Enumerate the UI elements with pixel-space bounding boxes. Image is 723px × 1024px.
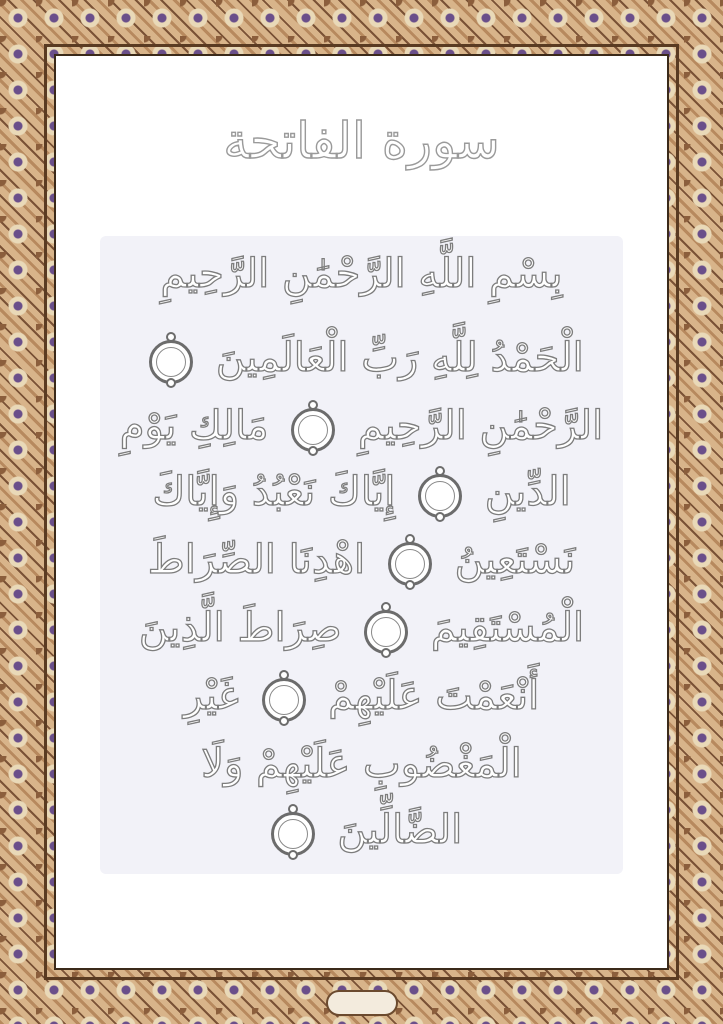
verse-text: الْمَغْضُوبِ عَلَيْهِمْ وَلَا xyxy=(201,741,522,787)
verse-text: غَيْرِ xyxy=(183,673,239,719)
ayah-end-marker-icon xyxy=(360,602,412,658)
verse-line-4 xyxy=(90,462,633,522)
verse-text: الضَّالِّينَ xyxy=(337,807,463,853)
verse-line-9 xyxy=(90,800,633,860)
verse-text: الْحَمْدُ لِلَّهِ رَبِّ الْعَالَمِينَ xyxy=(215,335,584,381)
verse-line-1 xyxy=(90,244,633,304)
verse-text: نَسْتَعِينُ xyxy=(454,537,576,583)
verse-text: اهْدِنَا الصِّرَاطَ xyxy=(147,537,366,583)
ayah-end-marker-icon xyxy=(384,534,436,590)
page-number-cartouche xyxy=(326,990,398,1016)
verse-line-3 xyxy=(90,396,633,456)
verse-text: مَالِكِ يَوْمِ xyxy=(119,403,269,449)
surah-title: سورة الفاتحة xyxy=(223,112,500,170)
verse-line-8 xyxy=(90,734,633,794)
ayah-end-marker-icon xyxy=(145,332,197,388)
ayah-end-marker-icon xyxy=(267,804,319,860)
verse-text: الْمُسْتَقِيمَ xyxy=(431,605,585,651)
verse-text: أَنْعَمْتَ عَلَيْهِمْ xyxy=(328,673,540,719)
verse-line-2 xyxy=(90,328,633,388)
ayah-end-marker-icon xyxy=(287,400,339,456)
verse-text: بِسْمِ اللَّهِ الرَّحْمَٰنِ الرَّحِيمِ xyxy=(160,251,563,297)
verse-line-6 xyxy=(90,598,633,658)
verse-line-7 xyxy=(90,666,633,726)
verse-line-5 xyxy=(90,530,633,590)
verse-text: صِرَاطَ الَّذِينَ xyxy=(138,605,342,651)
verse-text: إِيَّاكَ نَعْبُدُ وَإِيَّاكَ xyxy=(152,469,396,515)
verse-text: الدِّينِ xyxy=(484,469,571,515)
ayah-end-marker-icon xyxy=(414,466,466,522)
verse-text: الرَّحْمَٰنِ الرَّحِيمِ xyxy=(358,403,604,449)
ayah-end-marker-icon xyxy=(258,670,310,726)
